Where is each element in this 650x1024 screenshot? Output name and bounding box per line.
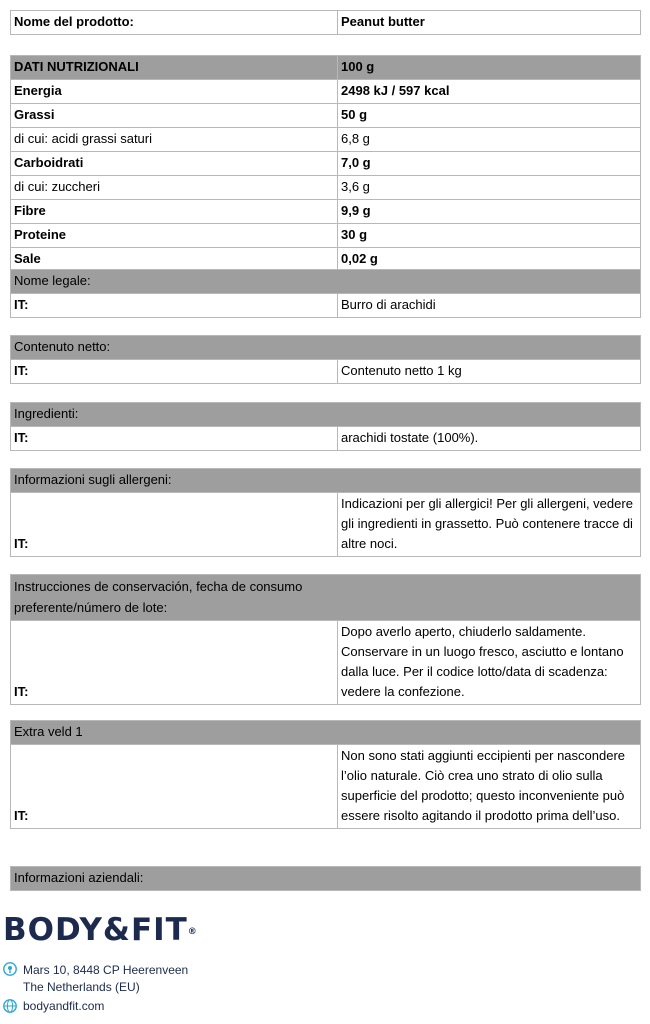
nutrient-value: 7,0 g [338,152,641,176]
company-table [10,866,641,891]
extra-header: Extra veld 1 [11,721,641,745]
storage-table [10,574,641,705]
net-content-value: Contenuto netto 1 kg [338,360,641,384]
nutrition-row-sugars [11,176,641,200]
nutrient-label: Proteine [11,224,338,248]
lang-label: IT: [11,745,338,829]
legal-name-header: Nome legale: [11,270,641,294]
legal-name-row [11,294,641,318]
extra-table [10,720,641,829]
nutrition-row-fat [11,104,641,128]
nutrient-label: Grassi [11,104,338,128]
storage-row [11,621,641,705]
website-link[interactable]: bodyandfit.com [23,999,105,1013]
extra-value: Non sono stati aggiunti eccipienti per nascondere l’olio naturale. Ciò crea uno strato di olio sulla superficie del prodotto; questo inconveniente può essere risolto agitando il prodotto prima dell’uso. [338,745,641,829]
net-content-header: Contenuto netto: [11,336,641,360]
nutrition-row-carbohydrates [11,152,641,176]
trademark-symbol: ® [187,927,198,937]
nutrition-header-row [11,56,641,80]
nutrient-value: 9,9 g [338,200,641,224]
lang-label: IT: [11,294,338,318]
ingredients-header-row [11,403,641,427]
nutrient-value: 30 g [338,224,641,248]
lang-label: IT: [11,493,338,557]
nutrient-label: Sale [11,248,338,272]
company-header: Informazioni aziendali: [11,867,641,891]
lang-label: IT: [11,427,338,451]
location-pin-icon [3,962,17,976]
ingredients-table [10,402,641,451]
legal-name-table [10,269,641,318]
brand-name: BODY&FIT [3,912,188,948]
nutrition-table [10,55,641,272]
nutrition-row-protein [11,224,641,248]
nutrition-row-energy [11,80,641,104]
ingredients-row [11,427,641,451]
product-value: Peanut butter [338,11,641,35]
globe-icon [3,999,17,1013]
address-line-1: Mars 10, 8448 CP Heerenveen [23,963,189,977]
allergens-header-row [11,469,641,493]
allergens-row [11,493,641,557]
net-content-table [10,335,641,384]
company-address [3,962,188,996]
company-header-row [11,867,641,891]
nutrient-label: Fibre [11,200,338,224]
product-table [10,10,641,35]
lang-label: IT: [11,621,338,705]
nutrition-row-fibre [11,200,641,224]
nutrient-label: Carboidrati [11,152,338,176]
company-website[interactable] [3,999,104,1013]
extra-row [11,745,641,829]
nutrient-label: di cui: zuccheri [11,176,338,200]
nutrient-value: 2498 kJ / 597 kcal [338,80,641,104]
nutrition-row-saturated-fat [11,128,641,152]
nutrient-label: Energia [11,80,338,104]
legal-name-header-row [11,270,641,294]
net-content-header-row [11,336,641,360]
allergens-value: Indicazioni per gli allergici! Per gli allergeni, vedere gli ingredienti in grassetto. Può contenere tracce di altre noci. [338,493,641,557]
storage-header: Instrucciones de conservación, fecha de consumo preferente/número de lote: [11,575,641,621]
nutrition-header-label: DATI NUTRIZIONALI [11,56,338,80]
product-label: Nome del prodotto: [11,11,338,35]
legal-name-value: Burro di arachidi [338,294,641,318]
extra-header-row [11,721,641,745]
ingredients-header: Ingredienti: [11,403,641,427]
ingredients-value: arachidi tostate (100%). [338,427,641,451]
nutrient-value: 6,8 g [338,128,641,152]
nutrient-value: 3,6 g [338,176,641,200]
nutrient-label: di cui: acidi grassi saturi [11,128,338,152]
nutrition-row-salt [11,248,641,272]
storage-value: Dopo averlo aperto, chiuderlo saldamente. Conservare in un luogo fresco, asciutto e lontano dalla luce. Per il codice lotto/data di scadenza: vedere la confezione. [338,621,641,705]
nutrient-value: 50 g [338,104,641,128]
nutrient-value: 0,02 g [338,248,641,272]
allergens-header: Informazioni sugli allergeni: [11,469,641,493]
lang-label: IT: [11,360,338,384]
allergens-table [10,468,641,557]
nutrition-header-value: 100 g [338,56,641,80]
brand-logo [3,912,263,948]
storage-header-row [11,575,641,621]
address-line-2: The Netherlands (EU) [23,980,140,994]
net-content-row [11,360,641,384]
product-row [11,11,641,35]
